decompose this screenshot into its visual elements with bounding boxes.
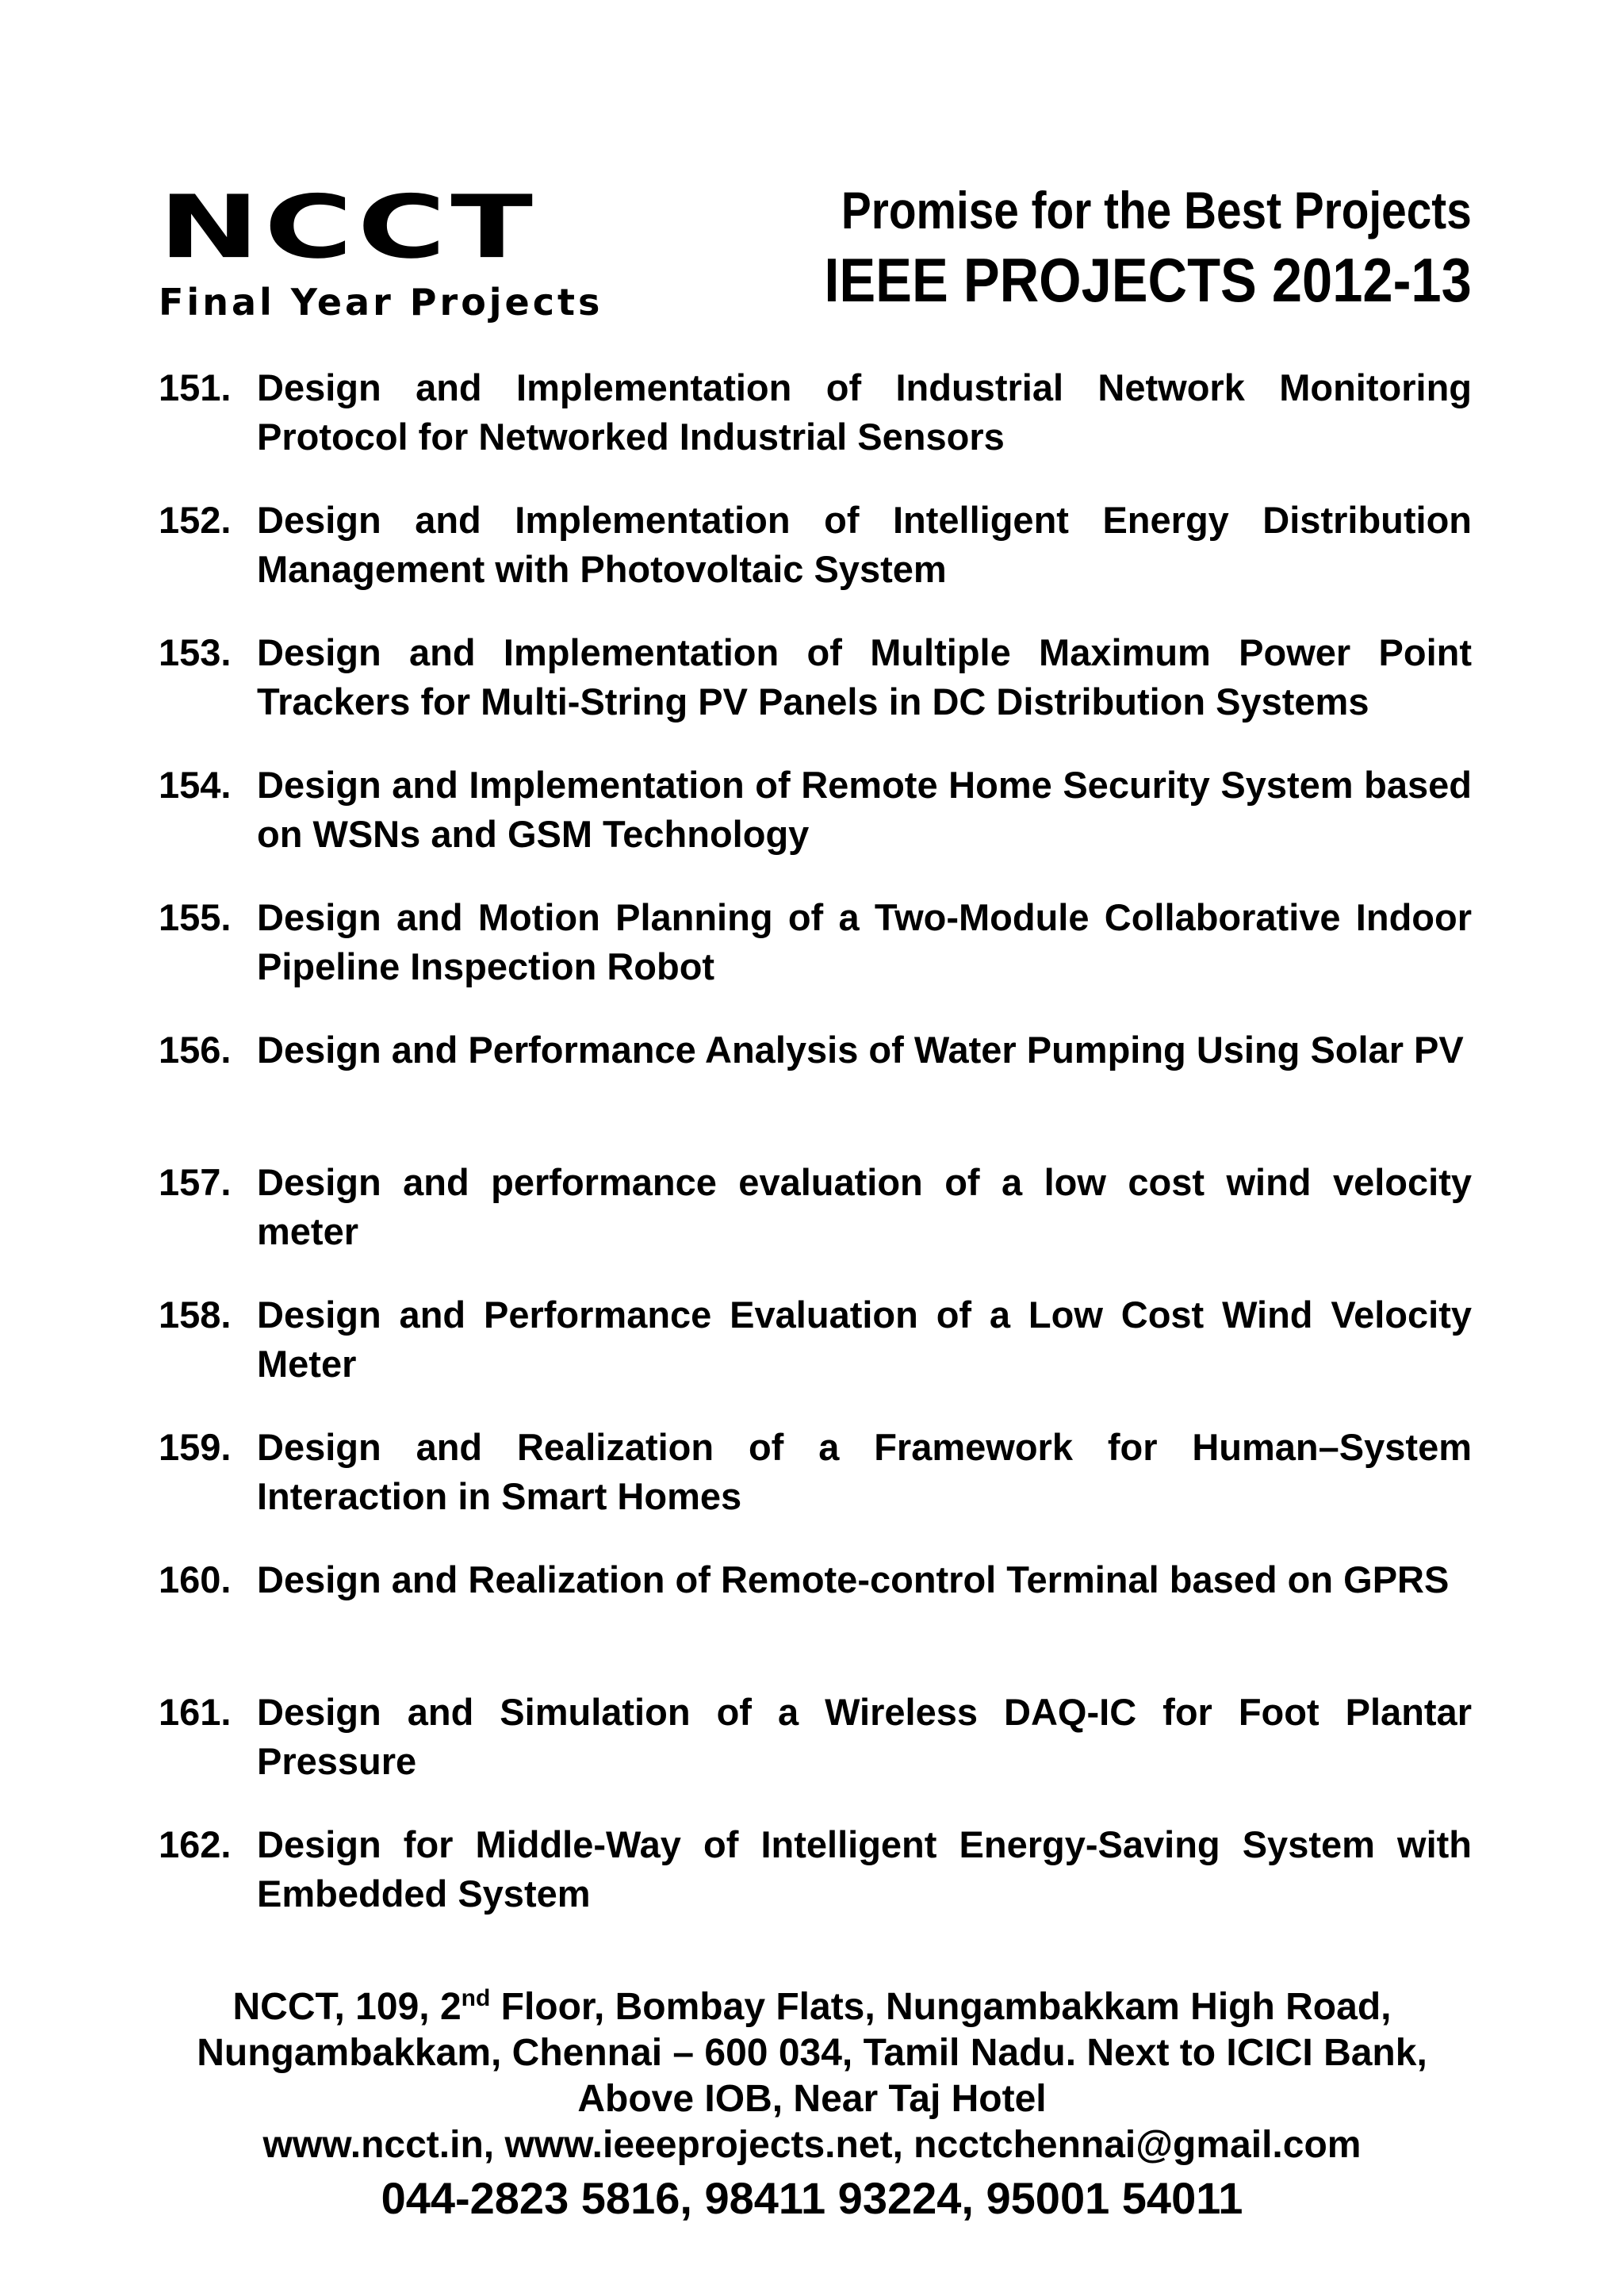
item-number: 154. [159, 764, 232, 806]
list-item [159, 893, 1472, 991]
item-title: Design and Implementation of Multiple Maximum Power Point Trackers for Multi-String PV Panels in DC Distribution Systems [257, 631, 1472, 723]
item-number: 155. [159, 896, 232, 938]
address [143, 1984, 1481, 2122]
list-item [159, 363, 1472, 462]
item-title: Design and Implementation of Intelligent Energy Distribution Management with Photovoltaic System [257, 499, 1472, 590]
item-title: Design and Performance Analysis of Water Pumping Using Solar PV [257, 1029, 1464, 1071]
item-number: 152. [159, 499, 232, 541]
address-part1: NCCT, 109, 2 [232, 1986, 462, 2028]
item-number: 156. [159, 1029, 232, 1071]
edition-title: IEEE PROJECTS 2012-13 [824, 245, 1472, 315]
list-item [159, 1290, 1472, 1389]
list-item [159, 1688, 1472, 1786]
item-title: Design and Motion Planning of a Two-Module Collaborative Indoor Pipeline Inspection Robot [257, 896, 1472, 987]
item-number: 158. [159, 1294, 232, 1336]
item-title: Design and Implementation of Remote Home Security System based on WSNs and GSM Technology [257, 764, 1472, 855]
item-number: 151. [159, 366, 232, 408]
item-number: 153. [159, 631, 232, 673]
item-title: Design and Realization of a Framework for Human–System Interaction in Smart Homes [257, 1426, 1472, 1517]
promise-text: Promise for the Best Projects [841, 181, 1472, 240]
item-number: 162. [159, 1823, 232, 1865]
project-list [159, 363, 1472, 1953]
header-promise [736, 181, 1472, 315]
list-item [159, 496, 1472, 594]
list-item [159, 1820, 1472, 1918]
list-item [159, 761, 1472, 859]
list-item [159, 1158, 1472, 1256]
item-title: Design for Middle-Way of Intelligent Energy-Saving System with Embedded System [257, 1823, 1472, 1915]
address-superscript: nd [461, 1985, 491, 2011]
item-title: Design and Simulation of a Wireless DAQ-IC for Foot Plantar Pressure [257, 1691, 1472, 1782]
brand-tagline: Final Year Projects [159, 281, 603, 324]
item-title: Design and Realization of Remote-control Terminal based on GPRS [257, 1558, 1450, 1600]
brand-name: NCCT [159, 176, 538, 278]
list-item [159, 1025, 1472, 1124]
item-number: 157. [159, 1161, 232, 1203]
brand-logo [159, 176, 714, 324]
list-item [159, 1423, 1472, 1521]
list-item [159, 1555, 1472, 1654]
list-item [159, 628, 1472, 726]
item-number: 160. [159, 1558, 232, 1600]
web-contacts: www.ncct.in, www.ieeeprojects.net, ncctchennai@gmail.com [262, 2124, 1362, 2166]
item-title: Design and Performance Evaluation of a Low Cost Wind Velocity Meter [257, 1294, 1472, 1385]
item-title: Design and Implementation of Industrial Network Monitoring Protocol for Networked Industrial Sensors [257, 366, 1472, 458]
item-number: 161. [159, 1691, 232, 1733]
address-part2: Floor, Bombay Flats, Nungambakkam High Road, Nungambakkam, Chennai – 600 034, Tamil Nadu. Next to ICICI Bank, Above IOB, Near Taj Hotel [197, 1986, 1427, 2120]
phone-numbers: 044-2823 5816, 98411 93224, 95001 54011 [381, 2173, 1243, 2223]
item-title: Design and performance evaluation of a low cost wind velocity meter [257, 1161, 1472, 1252]
contact-footer [143, 1984, 1481, 2227]
item-number: 159. [159, 1426, 232, 1468]
